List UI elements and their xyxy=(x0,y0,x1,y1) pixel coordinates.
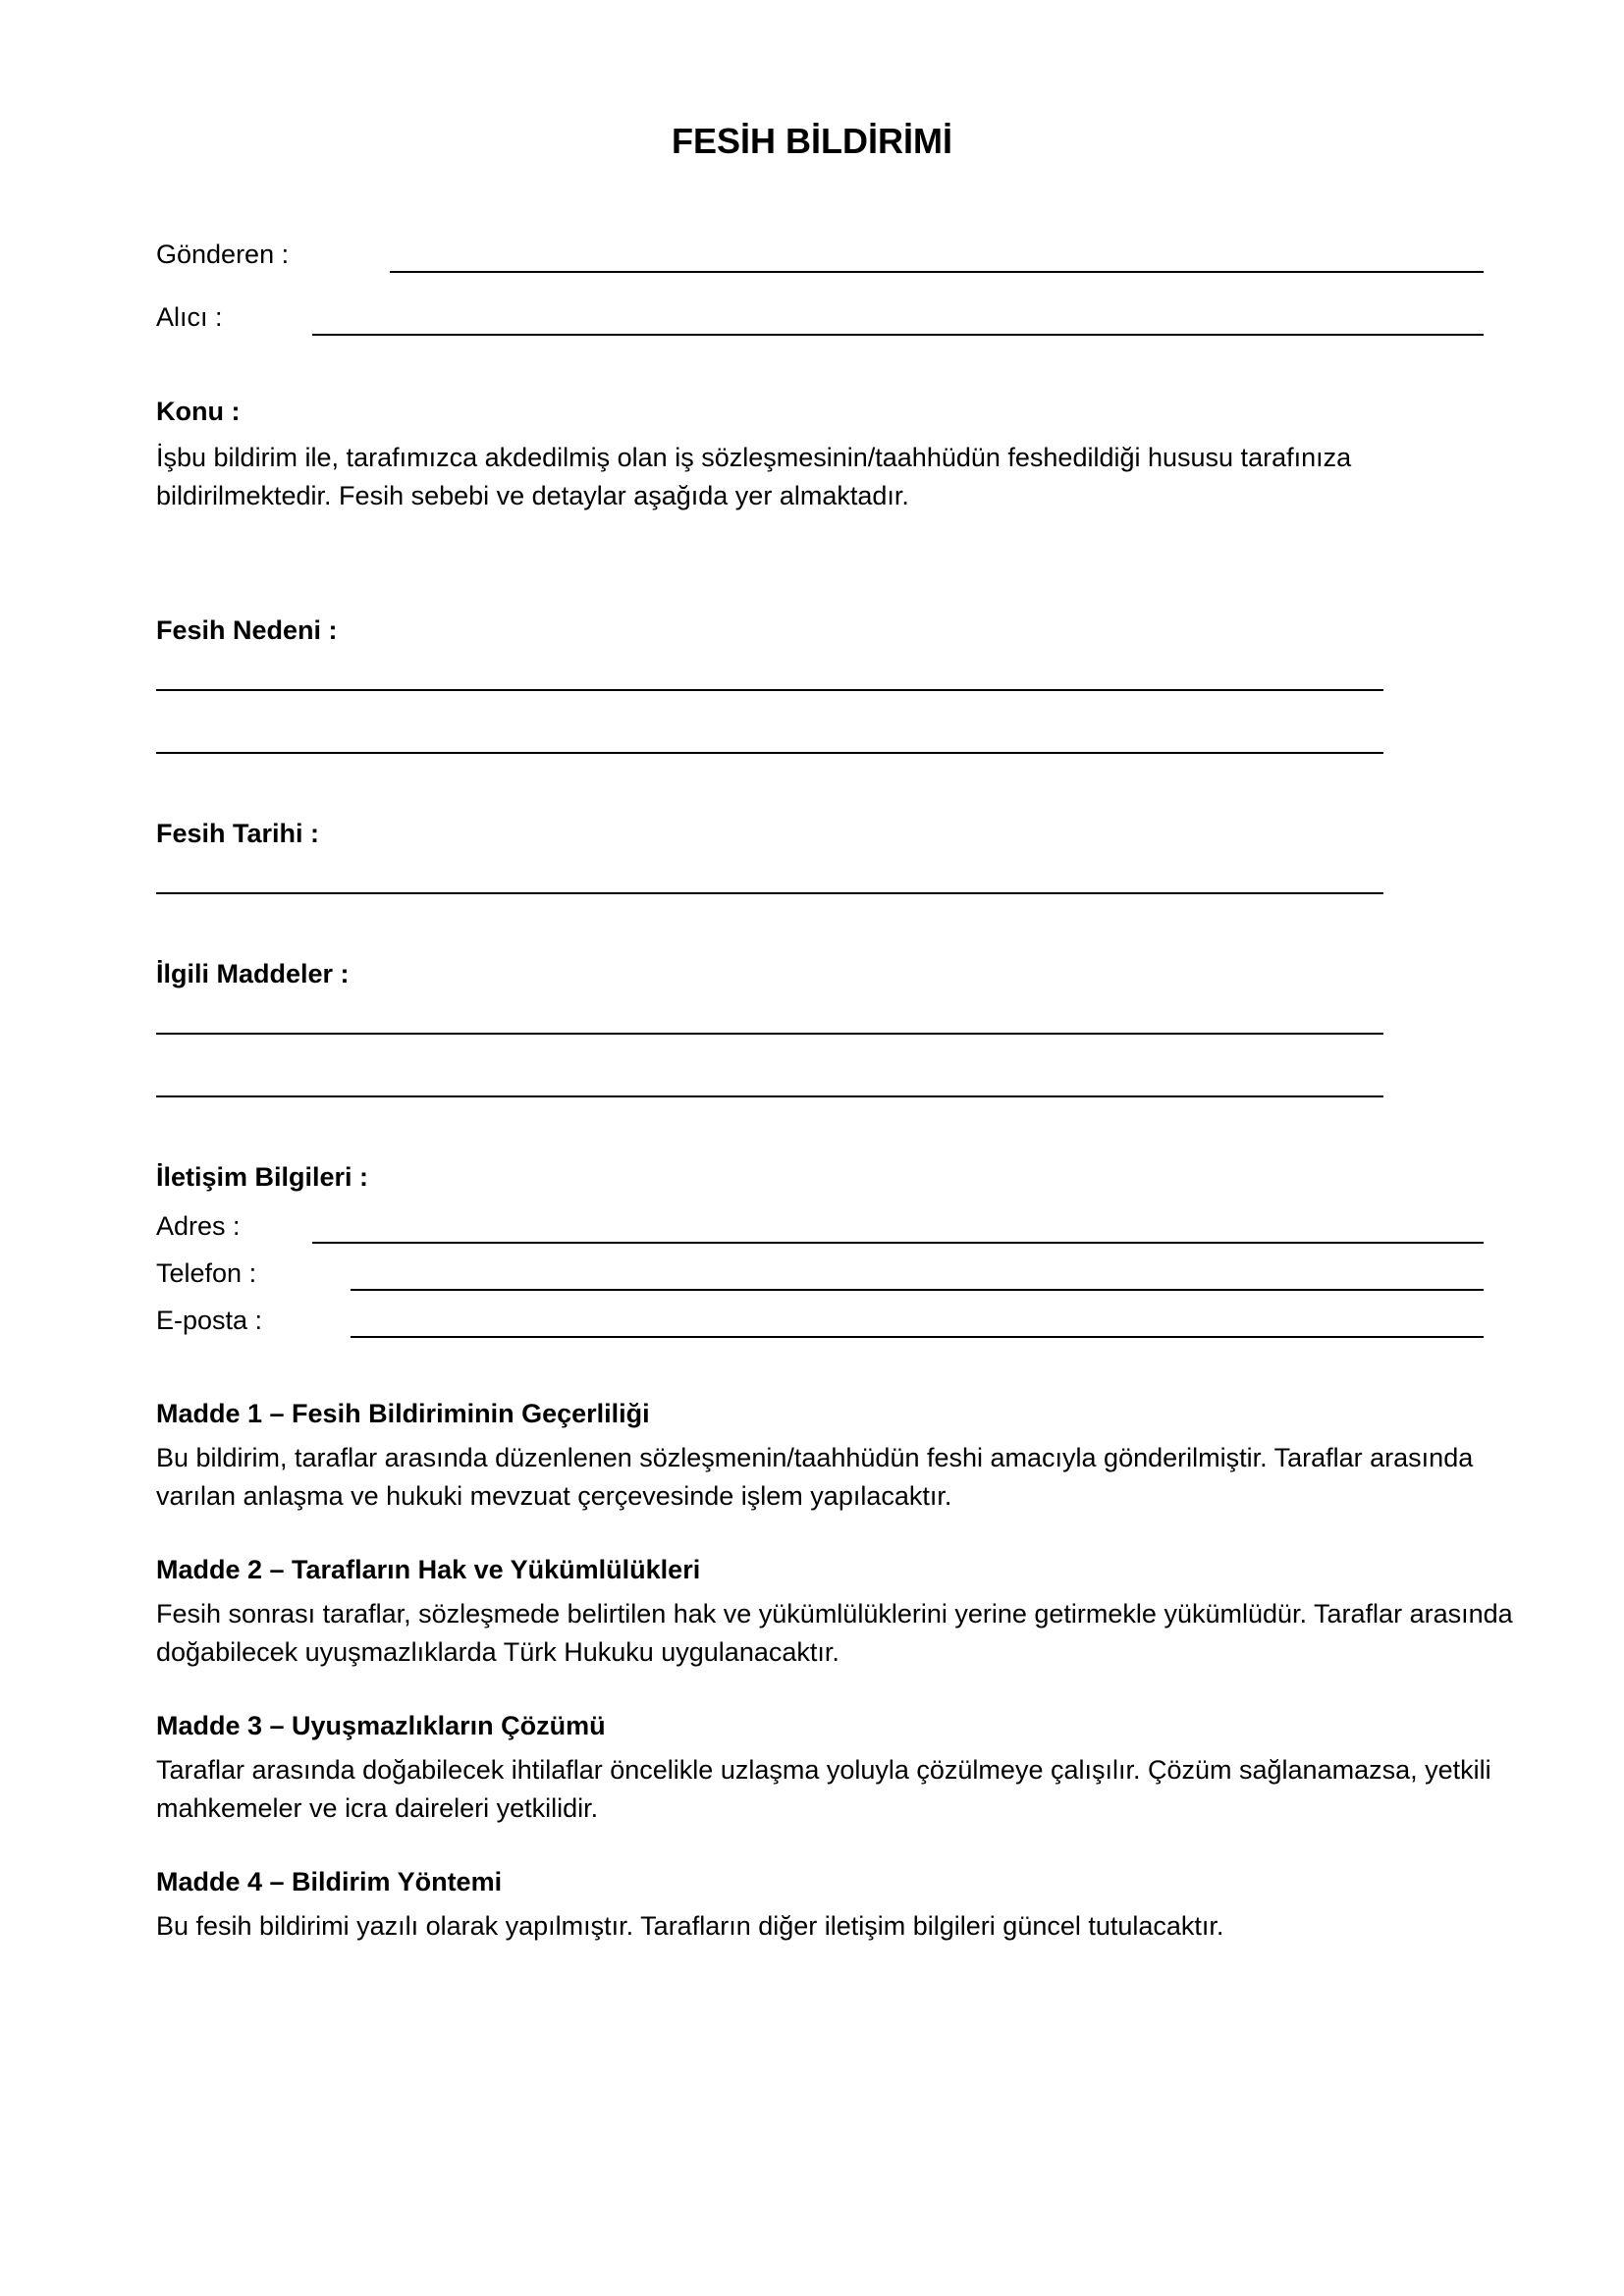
article-2-heading: Madde 2 – Tarafların Hak ve Yükümlülükleri xyxy=(156,1555,701,1584)
article-4-body: Bu fesih bildirimi yazılı olarak yapılmıştır. Tarafların diğer iletişim bilgileri güncel tutulacaktır. xyxy=(156,1911,1224,1941)
subject-body: İşbu bildirim ile, tarafımızca akdedilmiş olan iş sözleşmesinin/taahhüdün feshedildiği hususu tarafınıza bildirilmektedir. Fesih sebebi ve detaylar aşağıda yer almaktadır. xyxy=(156,443,1352,510)
termination-reason-line-2[interactable] xyxy=(156,752,1383,754)
contact-heading: İletişim Bilgileri : xyxy=(156,1162,369,1192)
article-2-body: Fesih sonrası taraflar, sözleşmede belirtilen hak ve yükümlülüklerini yerine getirmekle yükümlüdür. Taraflar arasında doğabilecek uyuşmazlıklarda Türk Hukuku uygulanacaktır. xyxy=(156,1599,1513,1667)
article-3-heading: Madde 3 – Uyuşmazlıkların Çözümü xyxy=(156,1711,606,1740)
sender-label: Gönderen : xyxy=(156,240,290,269)
sender-field-line[interactable] xyxy=(390,271,1484,273)
phone-label: Telefon : xyxy=(156,1258,257,1288)
phone-field-line[interactable] xyxy=(351,1289,1484,1291)
termination-reason-heading: Fesih Nedeni : xyxy=(156,615,338,645)
related-articles-line-2[interactable] xyxy=(156,1095,1383,1097)
article-4-heading: Madde 4 – Bildirim Yöntemi xyxy=(156,1867,503,1896)
termination-date-heading: Fesih Tarihi : xyxy=(156,819,320,848)
article-1-heading: Madde 1 – Fesih Bildiriminin Geçerliliği xyxy=(156,1399,650,1428)
recipient-field-line[interactable] xyxy=(312,334,1484,336)
related-articles-heading: İlgili Maddeler : xyxy=(156,959,350,988)
article-3-body: Taraflar arasında doğabilecek ihtilaflar öncelikle uzlaşma yoluyla çözülmeye çalışılır. Çözüm sağlanamazsa, yetkili mahkemeler ve icra daireleri yetkilidir. xyxy=(156,1755,1491,1823)
address-label: Adres : xyxy=(156,1211,241,1241)
recipient-label: Alıcı : xyxy=(156,302,223,332)
subject-heading: Konu : xyxy=(156,397,241,426)
address-field-line[interactable] xyxy=(312,1242,1484,1244)
related-articles-line-1[interactable] xyxy=(156,1033,1383,1035)
document-title: FESİH BİLDİRİMİ xyxy=(672,121,952,161)
email-field-line[interactable] xyxy=(351,1336,1484,1338)
article-1-body: Bu bildirim, taraflar arasında düzenlenen sözleşmenin/taahhüdün feshi amacıyla gönderilmiştir. Taraflar arasında varılan anlaşma ve hukuki mevzuat çerçevesinde işlem yapılacaktır. xyxy=(156,1443,1474,1511)
email-label: E-posta : xyxy=(156,1306,263,1335)
termination-reason-line-1[interactable] xyxy=(156,689,1383,691)
termination-date-line[interactable] xyxy=(156,892,1383,894)
